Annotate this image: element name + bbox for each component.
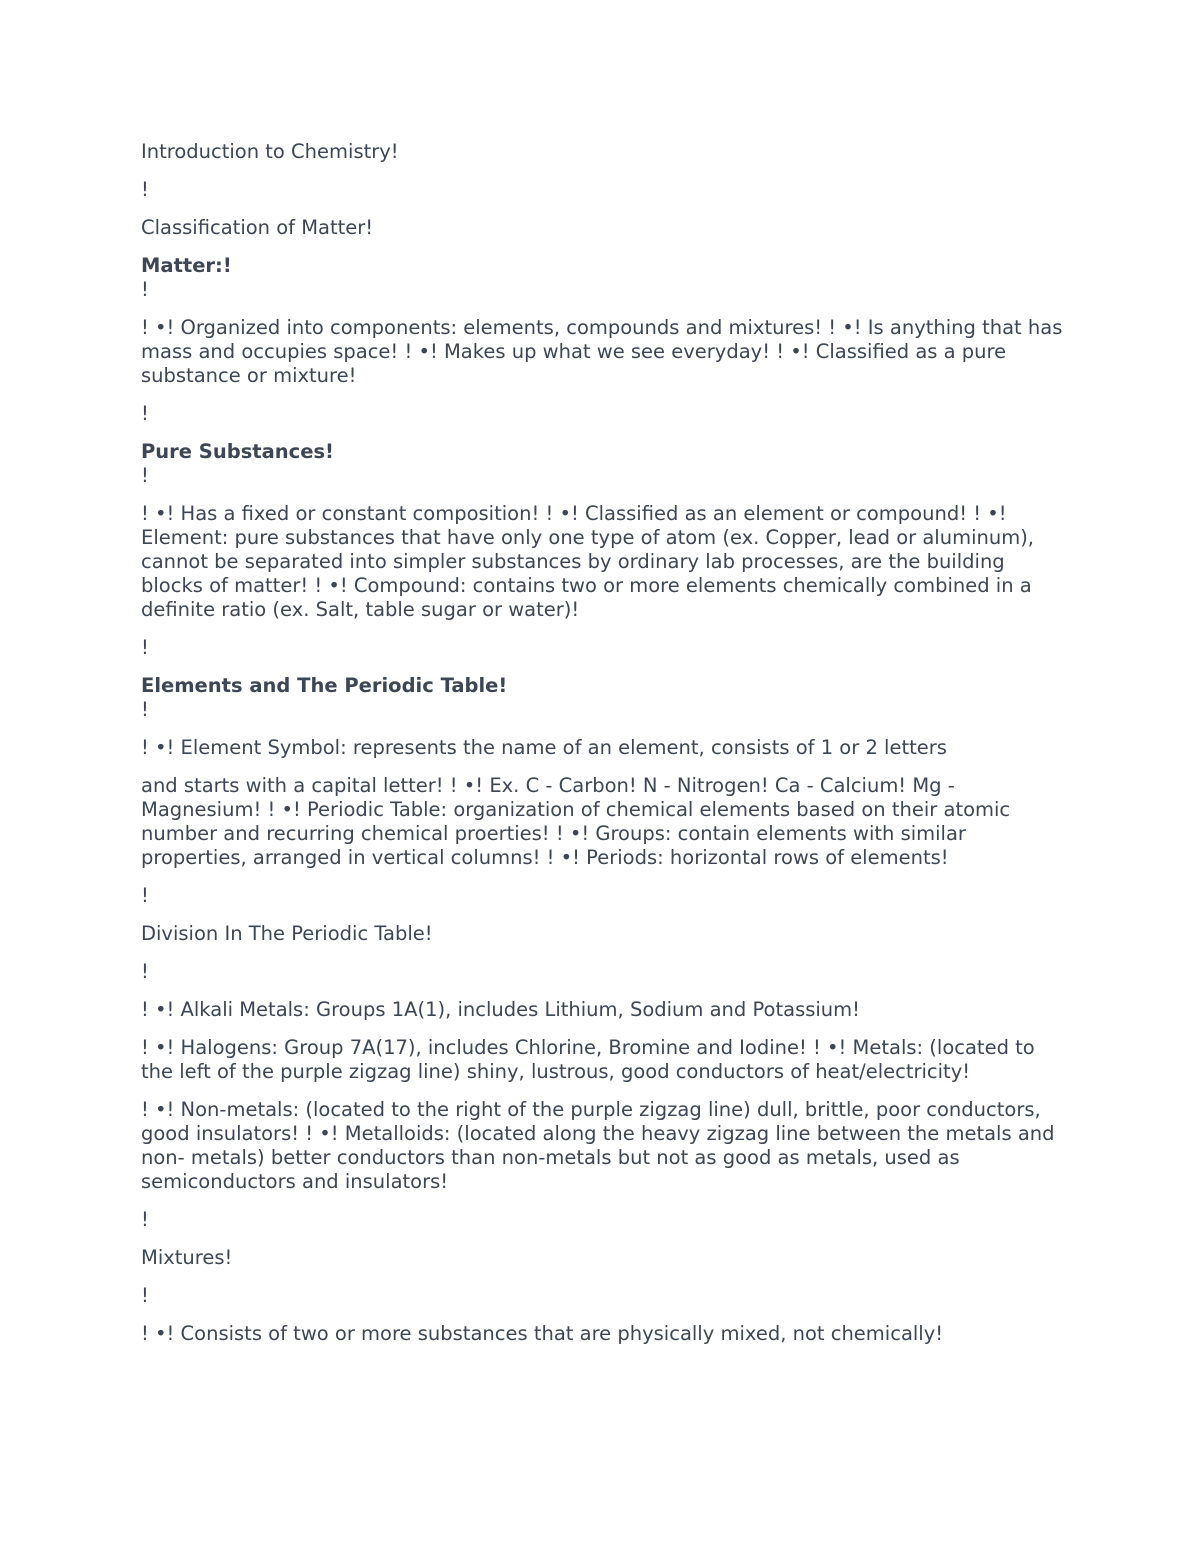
heading-elements-periodic-table: Elements and The Periodic Table! bbox=[141, 674, 508, 697]
section-title-division: Division In The Periodic Table! bbox=[141, 922, 433, 945]
paragraph-alkali-metals: ! •! Alkali Metals: Groups 1A(1), includes Lithium, Sodium and Potassium! bbox=[141, 998, 860, 1021]
paragraph-element-symbol: ! •! Element Symbol: represents the name of an element, consists of 1 or 2 letters bbox=[141, 736, 947, 759]
document-page bbox=[141, 140, 1066, 1360]
paragraph-matter: ! •! Organized into components: elements, compounds and mixtures! ! •! Is anything that has mass and occupies space! ! •! Makes up what we see everyday! ! •! Classified as a pure substance or mixture! bbox=[141, 316, 1063, 387]
section-title-classification: Classification of Matter! bbox=[141, 216, 374, 239]
paragraph-nonmetals-metalloids: ! •! Non-metals: (located to the right of the purple zigzag line) dull, brittle, poor conductors, good insulators! ! •! Metalloids: (located along the heavy zigzag line between the metals and non- metals) better conductors than non-metals but not as good as metals, used as semiconductors and insulators! bbox=[141, 1098, 1055, 1193]
paragraph-mixtures: ! •! Consists of two or more substances that are physically mixed, not chemically! bbox=[141, 1322, 944, 1345]
spacer-mark: ! bbox=[141, 464, 149, 487]
paragraph-pure-substances: ! •! Has a fixed or constant composition! ! •! Classified as an element or compound! ! •! Element: pure substances that have only one type of atom (ex. Copper, lead or aluminum), cannot be separated into simpler substances by ordinary lab processes, are the building blocks of matter! ! •! Compound: contains two or more elements chemically combined in a definite ratio (ex. Salt, table sugar or water)! bbox=[141, 502, 1035, 621]
spacer-mark: ! bbox=[141, 402, 149, 425]
spacer-mark: ! bbox=[141, 698, 149, 721]
document-title: Introduction to Chemistry! bbox=[141, 140, 399, 163]
paragraph-halogens-metals: ! •! Halogens: Group 7A(17), includes Chlorine, Bromine and Iodine! ! •! Metals: (located to the left of the purple zigzag line) shiny, lustrous, good conductors of heat/electricity! bbox=[141, 1036, 1035, 1083]
heading-pure-substances: Pure Substances! bbox=[141, 440, 334, 463]
spacer-mark: ! bbox=[141, 1284, 149, 1307]
spacer-mark: ! bbox=[141, 178, 149, 201]
spacer-mark: ! bbox=[141, 1208, 149, 1231]
spacer-mark: ! bbox=[141, 278, 149, 301]
spacer-mark: ! bbox=[141, 884, 149, 907]
spacer-mark: ! bbox=[141, 636, 149, 659]
heading-matter: Matter:! bbox=[141, 254, 232, 277]
paragraph-periodic-table: and starts with a capital letter! ! •! Ex. C - Carbon! N - Nitrogen! Ca - Calcium! Mg - Magnesium! ! •! Periodic Table: organization of chemical elements based on their atomic number and recurring chemical proerties! ! •! Groups: contain elements with similar properties, arranged in vertical columns! ! •! Periods: horizontal rows of elements! bbox=[141, 774, 1011, 869]
section-title-mixtures: Mixtures! bbox=[141, 1246, 233, 1269]
spacer-mark: ! bbox=[141, 960, 149, 983]
